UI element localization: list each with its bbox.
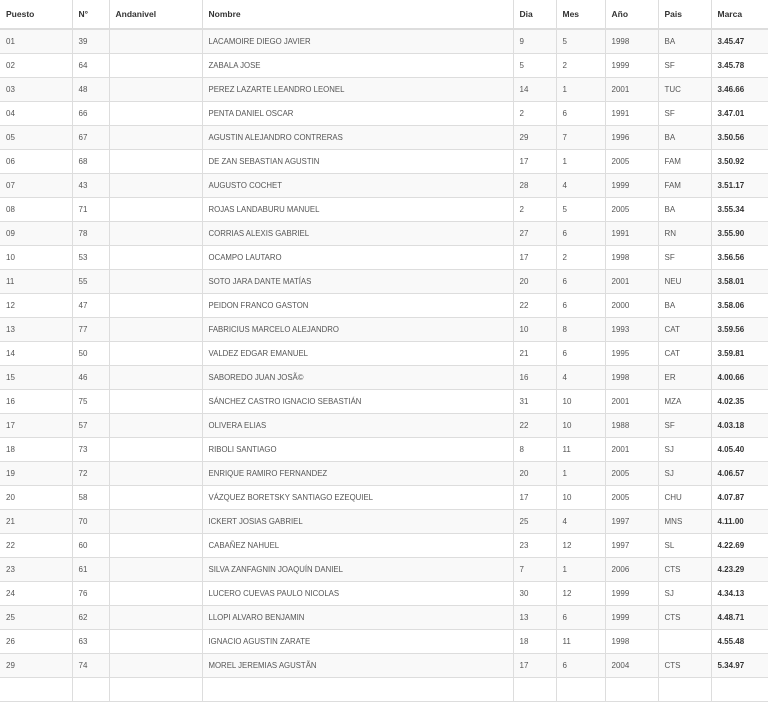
cell-mes: 12 (556, 533, 605, 557)
cell-marca: 3.45.47 (711, 29, 768, 53)
header-anio: Año (605, 0, 658, 29)
cell-num: 66 (72, 101, 109, 125)
cell-andanivel (109, 485, 202, 509)
cell-dia: 21 (513, 341, 556, 365)
cell-anio: 1999 (605, 53, 658, 77)
cell-anio: 2001 (605, 269, 658, 293)
cell-mes: 10 (556, 389, 605, 413)
cell-anio: 1991 (605, 221, 658, 245)
cell-mes: 4 (556, 173, 605, 197)
cell-num: 61 (72, 557, 109, 581)
cell-dia: 25 (513, 509, 556, 533)
cell-mes: 2 (556, 245, 605, 269)
cell-nombre: PEIDON FRANCO GASTON (202, 293, 513, 317)
cell-anio: 1998 (605, 365, 658, 389)
cell-dia: 28 (513, 173, 556, 197)
cell-anio: 1999 (605, 605, 658, 629)
cell-mes: 5 (556, 29, 605, 53)
cell-num: 47 (72, 293, 109, 317)
cell-puesto: 19 (0, 461, 72, 485)
cell-andanivel (109, 197, 202, 221)
cell-marca: 4.23.29 (711, 557, 768, 581)
cell-mes: 11 (556, 437, 605, 461)
cell-dia: 22 (513, 293, 556, 317)
table-row (0, 101, 768, 125)
cell-puesto: 22 (0, 533, 72, 557)
cell-anio: 1995 (605, 341, 658, 365)
cell-andanivel (109, 341, 202, 365)
cell-dia: 30 (513, 581, 556, 605)
cell-marca: 5.34.97 (711, 653, 768, 677)
cell-dia: 5 (513, 53, 556, 77)
cell-marca: 4.06.57 (711, 461, 768, 485)
cell-andanivel (109, 557, 202, 581)
cell-puesto: 18 (0, 437, 72, 461)
cell-dia: 20 (513, 269, 556, 293)
cell-andanivel (109, 221, 202, 245)
cell-num: 72 (72, 461, 109, 485)
cell-andanivel (109, 29, 202, 53)
cell-marca: 4.07.87 (711, 485, 768, 509)
table-row (0, 509, 768, 533)
cell-marca: 4.22.69 (711, 533, 768, 557)
table-row (0, 365, 768, 389)
cell-pais: ER (658, 365, 711, 389)
cell-nombre: VÁZQUEZ BORETSKY SANTIAGO EZEQUIEL (202, 485, 513, 509)
cell-dia: 17 (513, 245, 556, 269)
cell-dia: 16 (513, 365, 556, 389)
cell-andanivel (109, 605, 202, 629)
cell-mes: 2 (556, 53, 605, 77)
table-row (0, 197, 768, 221)
cell-mes: 6 (556, 221, 605, 245)
cell-mes: 12 (556, 581, 605, 605)
cell-marca: 3.45.78 (711, 53, 768, 77)
cell-mes: 5 (556, 197, 605, 221)
cell-dia: 9 (513, 29, 556, 53)
cell-nombre: OLIVERA ELIAS (202, 413, 513, 437)
cell-num: 60 (72, 533, 109, 557)
cell-andanivel (109, 149, 202, 173)
cell-num: 71 (72, 197, 109, 221)
cell-num: 78 (72, 221, 109, 245)
table-row (0, 149, 768, 173)
cell-pais: TUC (658, 77, 711, 101)
cell-marca: 4.48.71 (711, 605, 768, 629)
cell-andanivel (109, 101, 202, 125)
cell-andanivel (109, 125, 202, 149)
cell-puesto: 15 (0, 365, 72, 389)
cell-anio: 1998 (605, 29, 658, 53)
table-row (0, 173, 768, 197)
cell-num: 53 (72, 245, 109, 269)
table-row (0, 677, 768, 701)
cell-puesto: 23 (0, 557, 72, 581)
cell-puesto: 12 (0, 293, 72, 317)
cell-marca: 3.46.66 (711, 77, 768, 101)
cell-num: 68 (72, 149, 109, 173)
cell-marca: 4.02.35 (711, 389, 768, 413)
cell-pais: NEU (658, 269, 711, 293)
table-row (0, 605, 768, 629)
cell-andanivel (109, 461, 202, 485)
cell-dia: 23 (513, 533, 556, 557)
cell-puesto: 09 (0, 221, 72, 245)
table-row (0, 485, 768, 509)
cell-num: 43 (72, 173, 109, 197)
cell-mes: 4 (556, 365, 605, 389)
cell-pais: RN (658, 221, 711, 245)
cell-anio: 2000 (605, 293, 658, 317)
cell-mes: 1 (556, 557, 605, 581)
cell-mes: 6 (556, 605, 605, 629)
cell-nombre (202, 677, 513, 701)
cell-num: 77 (72, 317, 109, 341)
cell-pais: CHU (658, 485, 711, 509)
cell-num: 39 (72, 29, 109, 53)
table-row (0, 341, 768, 365)
cell-dia: 8 (513, 437, 556, 461)
cell-mes: 1 (556, 149, 605, 173)
cell-marca: 3.47.01 (711, 101, 768, 125)
cell-andanivel (109, 365, 202, 389)
cell-puesto: 03 (0, 77, 72, 101)
cell-dia: 22 (513, 413, 556, 437)
cell-nombre: CABAÑEZ NAHUEL (202, 533, 513, 557)
table-row (0, 53, 768, 77)
cell-puesto: 05 (0, 125, 72, 149)
cell-mes: 6 (556, 341, 605, 365)
cell-mes: 4 (556, 509, 605, 533)
cell-anio: 1998 (605, 629, 658, 653)
cell-marca: 4.03.18 (711, 413, 768, 437)
cell-andanivel (109, 245, 202, 269)
header-marca: Marca (711, 0, 768, 29)
header-dia: Dia (513, 0, 556, 29)
cell-nombre: VALDEZ EDGAR EMANUEL (202, 341, 513, 365)
cell-pais: MZA (658, 389, 711, 413)
cell-dia: 10 (513, 317, 556, 341)
cell-dia: 2 (513, 197, 556, 221)
cell-pais: SJ (658, 581, 711, 605)
table-header (0, 0, 768, 29)
cell-mes: 7 (556, 125, 605, 149)
cell-puesto: 04 (0, 101, 72, 125)
cell-puesto: 01 (0, 29, 72, 53)
cell-mes: 8 (556, 317, 605, 341)
table-row (0, 29, 768, 53)
cell-anio: 2004 (605, 653, 658, 677)
cell-anio (605, 677, 658, 701)
cell-marca: 3.59.56 (711, 317, 768, 341)
table-row (0, 413, 768, 437)
cell-anio: 1993 (605, 317, 658, 341)
table-row (0, 557, 768, 581)
cell-dia: 7 (513, 557, 556, 581)
cell-andanivel (109, 581, 202, 605)
cell-nombre: FABRICIUS MARCELO ALEJANDRO (202, 317, 513, 341)
cell-puesto: 07 (0, 173, 72, 197)
cell-num (72, 677, 109, 701)
cell-nombre: IGNACIO AGUSTIN ZARATE (202, 629, 513, 653)
cell-marca: 4.11.00 (711, 509, 768, 533)
cell-pais: SJ (658, 437, 711, 461)
cell-puesto: 21 (0, 509, 72, 533)
cell-dia: 31 (513, 389, 556, 413)
cell-andanivel (109, 389, 202, 413)
cell-marca: 3.50.92 (711, 149, 768, 173)
cell-dia: 13 (513, 605, 556, 629)
cell-anio: 2005 (605, 461, 658, 485)
cell-anio: 1999 (605, 581, 658, 605)
cell-num: 58 (72, 485, 109, 509)
cell-nombre: LACAMOIRE DIEGO JAVIER (202, 29, 513, 53)
cell-puesto: 11 (0, 269, 72, 293)
cell-marca: 4.05.40 (711, 437, 768, 461)
cell-num: 48 (72, 77, 109, 101)
cell-nombre: MOREL JEREMIAS AGUSTÃN (202, 653, 513, 677)
cell-pais: CTS (658, 605, 711, 629)
cell-pais: BA (658, 125, 711, 149)
header-andanivel: Andanivel (109, 0, 202, 29)
cell-dia (513, 677, 556, 701)
cell-pais: FAM (658, 149, 711, 173)
cell-nombre: ICKERT JOSIAS GABRIEL (202, 509, 513, 533)
cell-nombre: PEREZ LAZARTE LEANDRO LEONEL (202, 77, 513, 101)
cell-marca: 4.55.48 (711, 629, 768, 653)
cell-marca: 3.58.06 (711, 293, 768, 317)
cell-puesto: 02 (0, 53, 72, 77)
cell-anio: 2006 (605, 557, 658, 581)
cell-nombre: AGUSTIN ALEJANDRO CONTRERAS (202, 125, 513, 149)
cell-dia: 17 (513, 485, 556, 509)
cell-num: 76 (72, 581, 109, 605)
header-pais: Pais (658, 0, 711, 29)
cell-anio: 2005 (605, 149, 658, 173)
cell-num: 62 (72, 605, 109, 629)
cell-andanivel (109, 413, 202, 437)
table-row (0, 317, 768, 341)
cell-anio: 1988 (605, 413, 658, 437)
header-num: N° (72, 0, 109, 29)
cell-dia: 2 (513, 101, 556, 125)
cell-nombre: DE ZAN SEBASTIAN AGUSTIN (202, 149, 513, 173)
cell-anio: 1999 (605, 173, 658, 197)
cell-pais: BA (658, 29, 711, 53)
cell-marca: 4.34.13 (711, 581, 768, 605)
cell-marca: 3.56.56 (711, 245, 768, 269)
cell-puesto: 26 (0, 629, 72, 653)
cell-puesto: 20 (0, 485, 72, 509)
cell-pais: BA (658, 197, 711, 221)
cell-andanivel (109, 53, 202, 77)
cell-pais (658, 629, 711, 653)
cell-puesto: 29 (0, 653, 72, 677)
cell-nombre: ENRIQUE RAMIRO FERNANDEZ (202, 461, 513, 485)
cell-mes: 6 (556, 101, 605, 125)
cell-puesto (0, 677, 72, 701)
cell-pais: CTS (658, 557, 711, 581)
cell-nombre: ZABALA JOSE (202, 53, 513, 77)
cell-marca (711, 677, 768, 701)
cell-anio: 2001 (605, 437, 658, 461)
cell-pais: CAT (658, 317, 711, 341)
cell-mes: 1 (556, 77, 605, 101)
cell-mes: 6 (556, 653, 605, 677)
cell-num: 67 (72, 125, 109, 149)
cell-marca: 4.00.66 (711, 365, 768, 389)
cell-dia: 29 (513, 125, 556, 149)
table-row (0, 437, 768, 461)
cell-puesto: 16 (0, 389, 72, 413)
table-row (0, 245, 768, 269)
table-row (0, 581, 768, 605)
cell-nombre: SOTO JARA DANTE MATÍAS (202, 269, 513, 293)
cell-anio: 1997 (605, 509, 658, 533)
cell-mes (556, 677, 605, 701)
header-puesto: Puesto (0, 0, 72, 29)
cell-dia: 17 (513, 653, 556, 677)
cell-andanivel (109, 653, 202, 677)
table-row (0, 293, 768, 317)
table-row (0, 461, 768, 485)
cell-pais: SF (658, 413, 711, 437)
cell-mes: 10 (556, 485, 605, 509)
header-mes: Mes (556, 0, 605, 29)
cell-num: 75 (72, 389, 109, 413)
cell-puesto: 08 (0, 197, 72, 221)
cell-pais: SF (658, 101, 711, 125)
table-row (0, 77, 768, 101)
cell-puesto: 14 (0, 341, 72, 365)
header-row (0, 0, 768, 29)
cell-mes: 6 (556, 293, 605, 317)
cell-nombre: SÁNCHEZ CASTRO IGNACIO SEBASTIÁN (202, 389, 513, 413)
cell-puesto: 25 (0, 605, 72, 629)
cell-pais: SF (658, 245, 711, 269)
cell-marca: 3.51.17 (711, 173, 768, 197)
cell-num: 57 (72, 413, 109, 437)
cell-anio: 2005 (605, 197, 658, 221)
cell-pais: SL (658, 533, 711, 557)
table-row (0, 389, 768, 413)
cell-num: 70 (72, 509, 109, 533)
cell-pais: FAM (658, 173, 711, 197)
cell-anio: 1991 (605, 101, 658, 125)
cell-anio: 1996 (605, 125, 658, 149)
table-row (0, 653, 768, 677)
cell-pais: SF (658, 53, 711, 77)
cell-dia: 17 (513, 149, 556, 173)
cell-nombre: SILVA ZANFAGNIN JOAQUÍN DANIEL (202, 557, 513, 581)
cell-andanivel (109, 509, 202, 533)
cell-anio: 2001 (605, 389, 658, 413)
cell-num: 73 (72, 437, 109, 461)
cell-andanivel (109, 173, 202, 197)
cell-mes: 1 (556, 461, 605, 485)
cell-dia: 14 (513, 77, 556, 101)
cell-anio: 2005 (605, 485, 658, 509)
cell-puesto: 24 (0, 581, 72, 605)
cell-andanivel (109, 437, 202, 461)
cell-nombre: SABOREDO JUAN JOSÃ© (202, 365, 513, 389)
cell-nombre: AUGUSTO COCHET (202, 173, 513, 197)
cell-marca: 3.50.56 (711, 125, 768, 149)
cell-mes: 10 (556, 413, 605, 437)
header-nombre: Nombre (202, 0, 513, 29)
cell-num: 55 (72, 269, 109, 293)
cell-andanivel (109, 629, 202, 653)
cell-marca: 3.55.90 (711, 221, 768, 245)
cell-anio: 1998 (605, 245, 658, 269)
table-body (0, 29, 768, 701)
cell-andanivel (109, 293, 202, 317)
cell-nombre: LUCERO CUEVAS PAULO NICOLAS (202, 581, 513, 605)
cell-pais (658, 677, 711, 701)
cell-puesto: 10 (0, 245, 72, 269)
cell-anio: 2001 (605, 77, 658, 101)
cell-nombre: OCAMPO LAUTARO (202, 245, 513, 269)
cell-andanivel (109, 533, 202, 557)
cell-nombre: LLOPI ALVARO BENJAMIN (202, 605, 513, 629)
cell-nombre: PENTA DANIEL OSCAR (202, 101, 513, 125)
cell-marca: 3.59.81 (711, 341, 768, 365)
cell-num: 46 (72, 365, 109, 389)
table-row (0, 221, 768, 245)
table-row (0, 629, 768, 653)
cell-marca: 3.55.34 (711, 197, 768, 221)
cell-num: 74 (72, 653, 109, 677)
table-row (0, 269, 768, 293)
cell-pais: BA (658, 293, 711, 317)
cell-nombre: RIBOLI SANTIAGO (202, 437, 513, 461)
cell-nombre: CORRIAS ALEXIS GABRIEL (202, 221, 513, 245)
cell-puesto: 13 (0, 317, 72, 341)
cell-andanivel (109, 77, 202, 101)
cell-dia: 20 (513, 461, 556, 485)
cell-puesto: 17 (0, 413, 72, 437)
cell-pais: SJ (658, 461, 711, 485)
cell-marca: 3.58.01 (711, 269, 768, 293)
cell-puesto: 06 (0, 149, 72, 173)
table-row (0, 125, 768, 149)
cell-andanivel (109, 317, 202, 341)
cell-dia: 27 (513, 221, 556, 245)
cell-andanivel (109, 677, 202, 701)
cell-mes: 6 (556, 269, 605, 293)
cell-mes: 11 (556, 629, 605, 653)
cell-andanivel (109, 269, 202, 293)
cell-anio: 1997 (605, 533, 658, 557)
cell-num: 50 (72, 341, 109, 365)
cell-pais: CTS (658, 653, 711, 677)
cell-pais: CAT (658, 341, 711, 365)
table-row (0, 533, 768, 557)
cell-num: 63 (72, 629, 109, 653)
cell-dia: 18 (513, 629, 556, 653)
cell-num: 64 (72, 53, 109, 77)
cell-nombre: ROJAS LANDABURU MANUEL (202, 197, 513, 221)
cell-pais: MNS (658, 509, 711, 533)
